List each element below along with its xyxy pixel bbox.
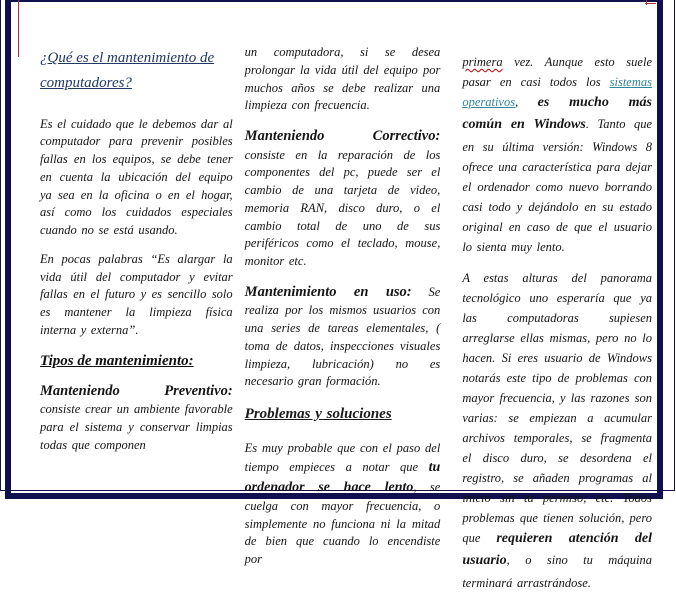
paragraph-en-uso (245, 282, 441, 391)
paragraph-windows (462, 52, 652, 257)
heading-que-es-mantenimiento: ¿Qué es el mantenimiento de computadores? (40, 50, 215, 91)
frame-edge-mark-right-horizontal (645, 3, 656, 4)
texto-es-muy-probable: Es muy probable que con el paso del tiempo empieces a notar que (244, 441, 441, 475)
texto-correctivo: consiste en la reparación de los componentes del pc, puede ser el cambio de una tarjeta de video, memoria RAN, disco duro, o el cambio total de uno de sus periféricos como el teclado, mouse, monitor etc. (244, 147, 441, 269)
texto-destacado-atencion-usuario: requieren atención del usuario (462, 530, 652, 569)
brochure-columns (40, 44, 652, 590)
paragraph-ordenador-lento (245, 440, 441, 569)
texto-preventivo: consiste crear un ambiente favorable para el sistema y conservar limpias todas que componen (40, 402, 233, 452)
texto-coma: , (515, 95, 538, 109)
subheading-mantenimiento-preventivo: Manteniendo Preventivo: (40, 382, 233, 399)
texto-maquina-arrastrandose: , o sino tu máquina terminará arrastrándose. (462, 553, 652, 590)
texto-error-ortografico-primera: primera (462, 55, 503, 69)
texto-se-cuelga: , se cuelga con mayor frecuencia, o simplemente no funciona ni la mitad de bien que cuando lo encendiste por (244, 480, 441, 567)
paragraph-preventivo (40, 381, 233, 455)
heading-problemas-soluciones: Problemas y soluciones (244, 406, 392, 423)
texto-destacado-ordenador-lento: tu ordenador se hace lento (244, 460, 441, 496)
paragraph-en-pocas-palabras: En pocas palabras “Es alargar la vida útil del computador y evitar fallas en el futuro y es sencillo solo es mantener la limpieza física interna y externa”. (40, 251, 233, 337)
texto-aunque-suele-pasar: vez. Aunque esto suele pasar en casi todos los (462, 55, 652, 89)
column-1 (40, 44, 233, 492)
subheading-mantenimiento-en-uso: Mantenimiento en uso: (244, 283, 412, 300)
frame-edge-mark-left (18, 0, 19, 57)
heading-tipos-mantenimiento: Tipos de mantenimiento: (40, 352, 194, 369)
column-3 (462, 44, 652, 590)
subheading-mantenimiento-correctivo: Manteniendo Correctivo: (244, 128, 441, 144)
paragraph-panorama-tecnologico (462, 268, 652, 593)
texto-a-estas-alturas: A estas alturas del panorama tecnológico uno esperaría que ya las computadoras supiesen arreglarse ellas mismas, pero no lo hacen. Si eres usuario de Windows notarás este tipo de problemas con mayor frecuencia, y las razones son varias: se empiezan a acumular archivos temporales, se fragmenta el disco duro, se desordena el registro, se añaden programas al inicio sin tu permiso, etc. Todos problemas que tienen solución, pero que (462, 270, 652, 545)
texto-en-uso: Se realiza por los mismos usuarios con una series de tareas elementales, ( toma de datos, inspecciones visuales limpieza, lubricación) no es necesario gran formación. (244, 284, 441, 389)
paragraph-correctivo (245, 126, 441, 271)
column-2 (244, 44, 441, 567)
hyperlink-sistemas-operativos[interactable]: sistemas operativos (462, 75, 652, 109)
paragraph-definicion: Es el cuidado que le debemos dar al computador para prevenir posibles fallas en los equipos, se debe tener en cuenta la ubicación del equipo ya sea en la oficina o en el hogar, así como los cuidados especiales cuando no se está usando. (40, 116, 233, 237)
texto-destacado-comun-windows: es mucho más común en Windows (462, 95, 652, 133)
paragraph-prolongar-vida: un computadora, si se desea prolongar la vida útil del equipo por muchos años se debe realizar una limpieza con frecuencia. (244, 45, 441, 113)
texto-windows8: . Tanto que en su última versión: Windows 8 ofrece una característica para dejar el ordenador como nuevo borrando casi todo y dejándolo en su estado original en caso de que el usuario lo sienta muy lento. (462, 117, 652, 254)
